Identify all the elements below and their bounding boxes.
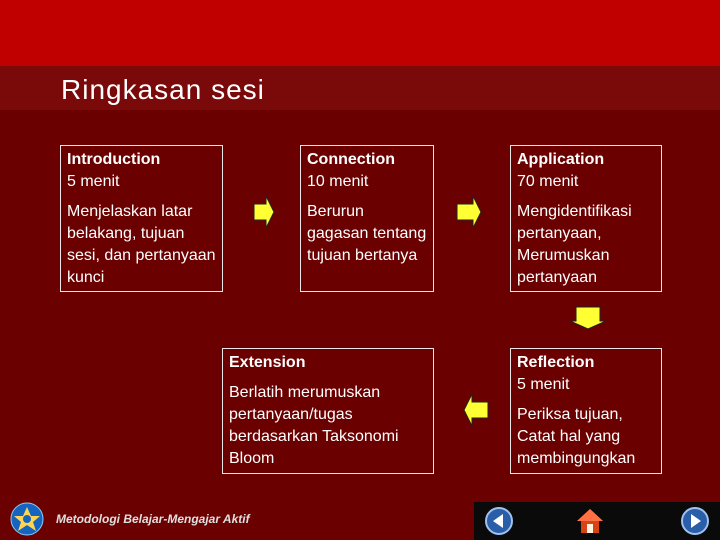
reflection-duration: 5 menit <box>517 376 570 393</box>
introduction-duration: 5 menit <box>67 173 120 190</box>
application-heading: Application <box>517 151 605 168</box>
connection-box <box>300 145 434 292</box>
extension-description: Berlatih merumuskan pertanyaan/tugas berdasarkan Taksonomi Bloom <box>229 384 399 467</box>
reflection-box <box>510 348 662 474</box>
arrow-left-icon[interactable] <box>484 506 514 536</box>
header-band <box>0 0 720 66</box>
connection-heading: Connection <box>307 151 395 168</box>
arrow-right-icon <box>455 194 483 230</box>
footer-text: Metodologi Belajar-Mengajar Aktif <box>56 512 250 526</box>
emblem-icon <box>10 502 44 536</box>
connection-duration: 10 menit <box>307 173 369 190</box>
home-icon[interactable] <box>575 506 605 536</box>
application-box <box>510 145 662 292</box>
introduction-box <box>60 145 223 292</box>
arrow-right-icon <box>252 194 276 230</box>
connection-description: Berurun gagasan tentang tujuan bertanya <box>307 203 427 264</box>
introduction-heading: Introduction <box>67 151 161 168</box>
reflection-description: Periksa tujuan, Catat hal yang membingungkan <box>517 406 636 467</box>
reflection-heading: Reflection <box>517 354 595 371</box>
application-duration: 70 menit <box>517 173 579 190</box>
extension-heading: Extension <box>229 354 306 371</box>
slide-title: Ringkasan sesi <box>61 74 265 105</box>
arrow-right-icon[interactable] <box>680 506 710 536</box>
introduction-description: Menjelaskan latar belakang, tujuan sesi, dan pertanyaan kunci <box>67 203 216 286</box>
arrow-down-icon <box>568 305 608 331</box>
extension-box <box>222 348 434 474</box>
arrow-left-icon <box>460 392 490 428</box>
application-description: Mengidentifikasi pertanyaan, Merumuskan pertanyaan <box>517 203 632 286</box>
